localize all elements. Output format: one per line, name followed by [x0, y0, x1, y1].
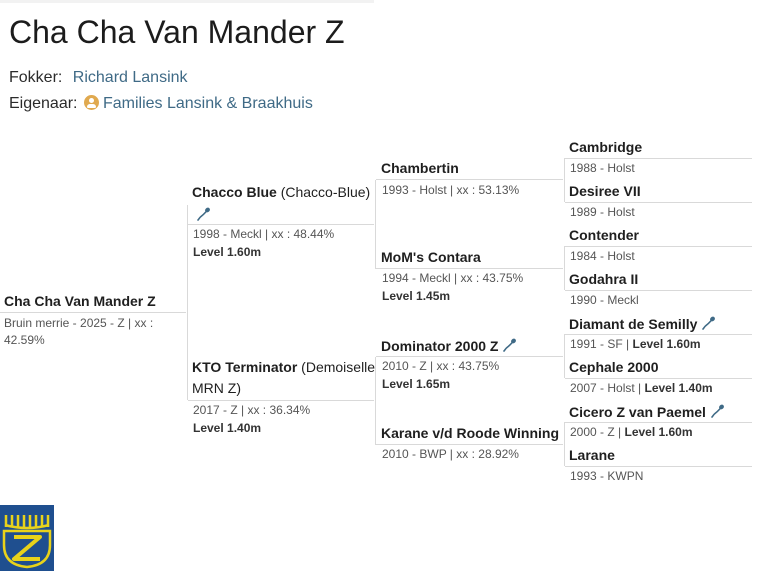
top-divider	[0, 0, 374, 3]
owner-row	[9, 95, 313, 113]
subject-horse[interactable]	[0, 292, 186, 313]
gen4-name-4[interactable]: Godahra II	[569, 271, 639, 287]
dam-details: 2017 - Z | xx : 36.34%	[193, 403, 311, 417]
gen3-level-2: Level 1.45m	[382, 289, 451, 303]
gen3-details-2: 1994 - Meckl | xx : 43.75%	[382, 271, 524, 285]
gen4-item-3[interactable]	[565, 225, 752, 247]
gen4-name-8[interactable]: Larane	[569, 447, 615, 463]
breeder-label: Fokker:	[9, 69, 63, 86]
sperm-icon	[502, 337, 518, 353]
gen4-details-7: 2000 - Z | Level 1.60m	[570, 425, 693, 439]
gen3-item-3[interactable]	[376, 335, 563, 357]
gen3-details-1: 1993 - Holst | xx : 53.13%	[382, 183, 520, 197]
page-title: Cha Cha Van Mander Z	[9, 14, 345, 50]
user-circle-icon	[84, 95, 99, 110]
gen4-details-5: 1991 - SF | Level 1.60m	[570, 337, 701, 351]
gen4-name-3[interactable]: Contender	[569, 227, 639, 243]
gen4-details-4: 1990 - Meckl	[570, 293, 639, 307]
gen4-item-8[interactable]	[565, 445, 752, 467]
gen3-details-3: 2010 - Z | xx : 43.75%	[382, 359, 500, 373]
owner-link[interactable]: Families Lansink & Braakhuis	[102, 95, 313, 112]
sire-cell[interactable]	[188, 180, 374, 225]
gen3-name-1[interactable]: Chambertin	[381, 160, 459, 176]
gen4-details-3: 1984 - Holst	[570, 249, 635, 263]
dam-level: Level 1.40m	[193, 421, 262, 435]
gen4-details-1: 1988 - Holst	[570, 161, 635, 175]
gen3-level-3: Level 1.65m	[382, 377, 451, 391]
sperm-icon	[710, 403, 726, 419]
gen4-item-2[interactable]	[565, 181, 752, 203]
zangersheide-logo	[0, 505, 54, 571]
sire-name[interactable]: Chacco Blue (Chacco-Blue)	[192, 184, 371, 200]
gen4-name-7[interactable]: Cicero Z van Paemel	[569, 403, 726, 420]
subject-name[interactable]: Cha Cha Van Mander Z	[4, 293, 156, 309]
gen4-name-6[interactable]: Cephale 2000	[569, 359, 659, 375]
gen4-details-8: 1993 - KWPN	[570, 469, 644, 483]
breeder-row	[9, 69, 188, 87]
gen4-name-2[interactable]: Desiree VII	[569, 183, 641, 199]
gen3-item-2[interactable]	[376, 246, 563, 269]
breeder-link[interactable]: Richard Lansink	[72, 69, 188, 86]
gen4-item-5[interactable]	[565, 313, 752, 335]
subject-details-cont: 42.59%	[4, 333, 45, 347]
gen3-name-2[interactable]: MoM's Contara	[381, 249, 481, 265]
gen4-item-6[interactable]	[565, 357, 752, 379]
owner-label: Eigenaar:	[9, 95, 78, 112]
gen3-details-4: 2010 - BWP | xx : 28.92%	[382, 447, 519, 461]
gen3-item-1[interactable]	[376, 157, 563, 180]
gen3-item-4[interactable]	[376, 422, 563, 445]
gen4-details-6: 2007 - Holst | Level 1.40m	[570, 381, 713, 395]
sire-details: 1998 - Meckl | xx : 48.44%	[193, 227, 335, 241]
sperm-icon	[701, 315, 717, 331]
gen4-details-2: 1989 - Holst	[570, 205, 635, 219]
sperm-icon	[196, 206, 212, 222]
subject-details: Bruin merrie - 2025 - Z | xx :	[4, 316, 154, 330]
dam-name[interactable]: KTO Terminator (Demoiselle	[192, 359, 376, 375]
gen4-name-5[interactable]: Diamant de Semilly	[569, 315, 717, 332]
gen4-item-1[interactable]	[565, 137, 752, 159]
gen4-name-1[interactable]: Cambridge	[569, 139, 643, 155]
dam-name-cont: MRN Z)	[192, 380, 241, 396]
dam-cell[interactable]	[188, 356, 374, 401]
gen3-name-4[interactable]: Karane v/d Roode Winning	[381, 425, 559, 441]
gen4-item-7[interactable]	[565, 401, 752, 423]
gen4-item-4[interactable]	[565, 269, 752, 291]
gen3-name-3[interactable]: Dominator 2000 Z	[381, 337, 518, 354]
sire-level: Level 1.60m	[193, 245, 262, 259]
